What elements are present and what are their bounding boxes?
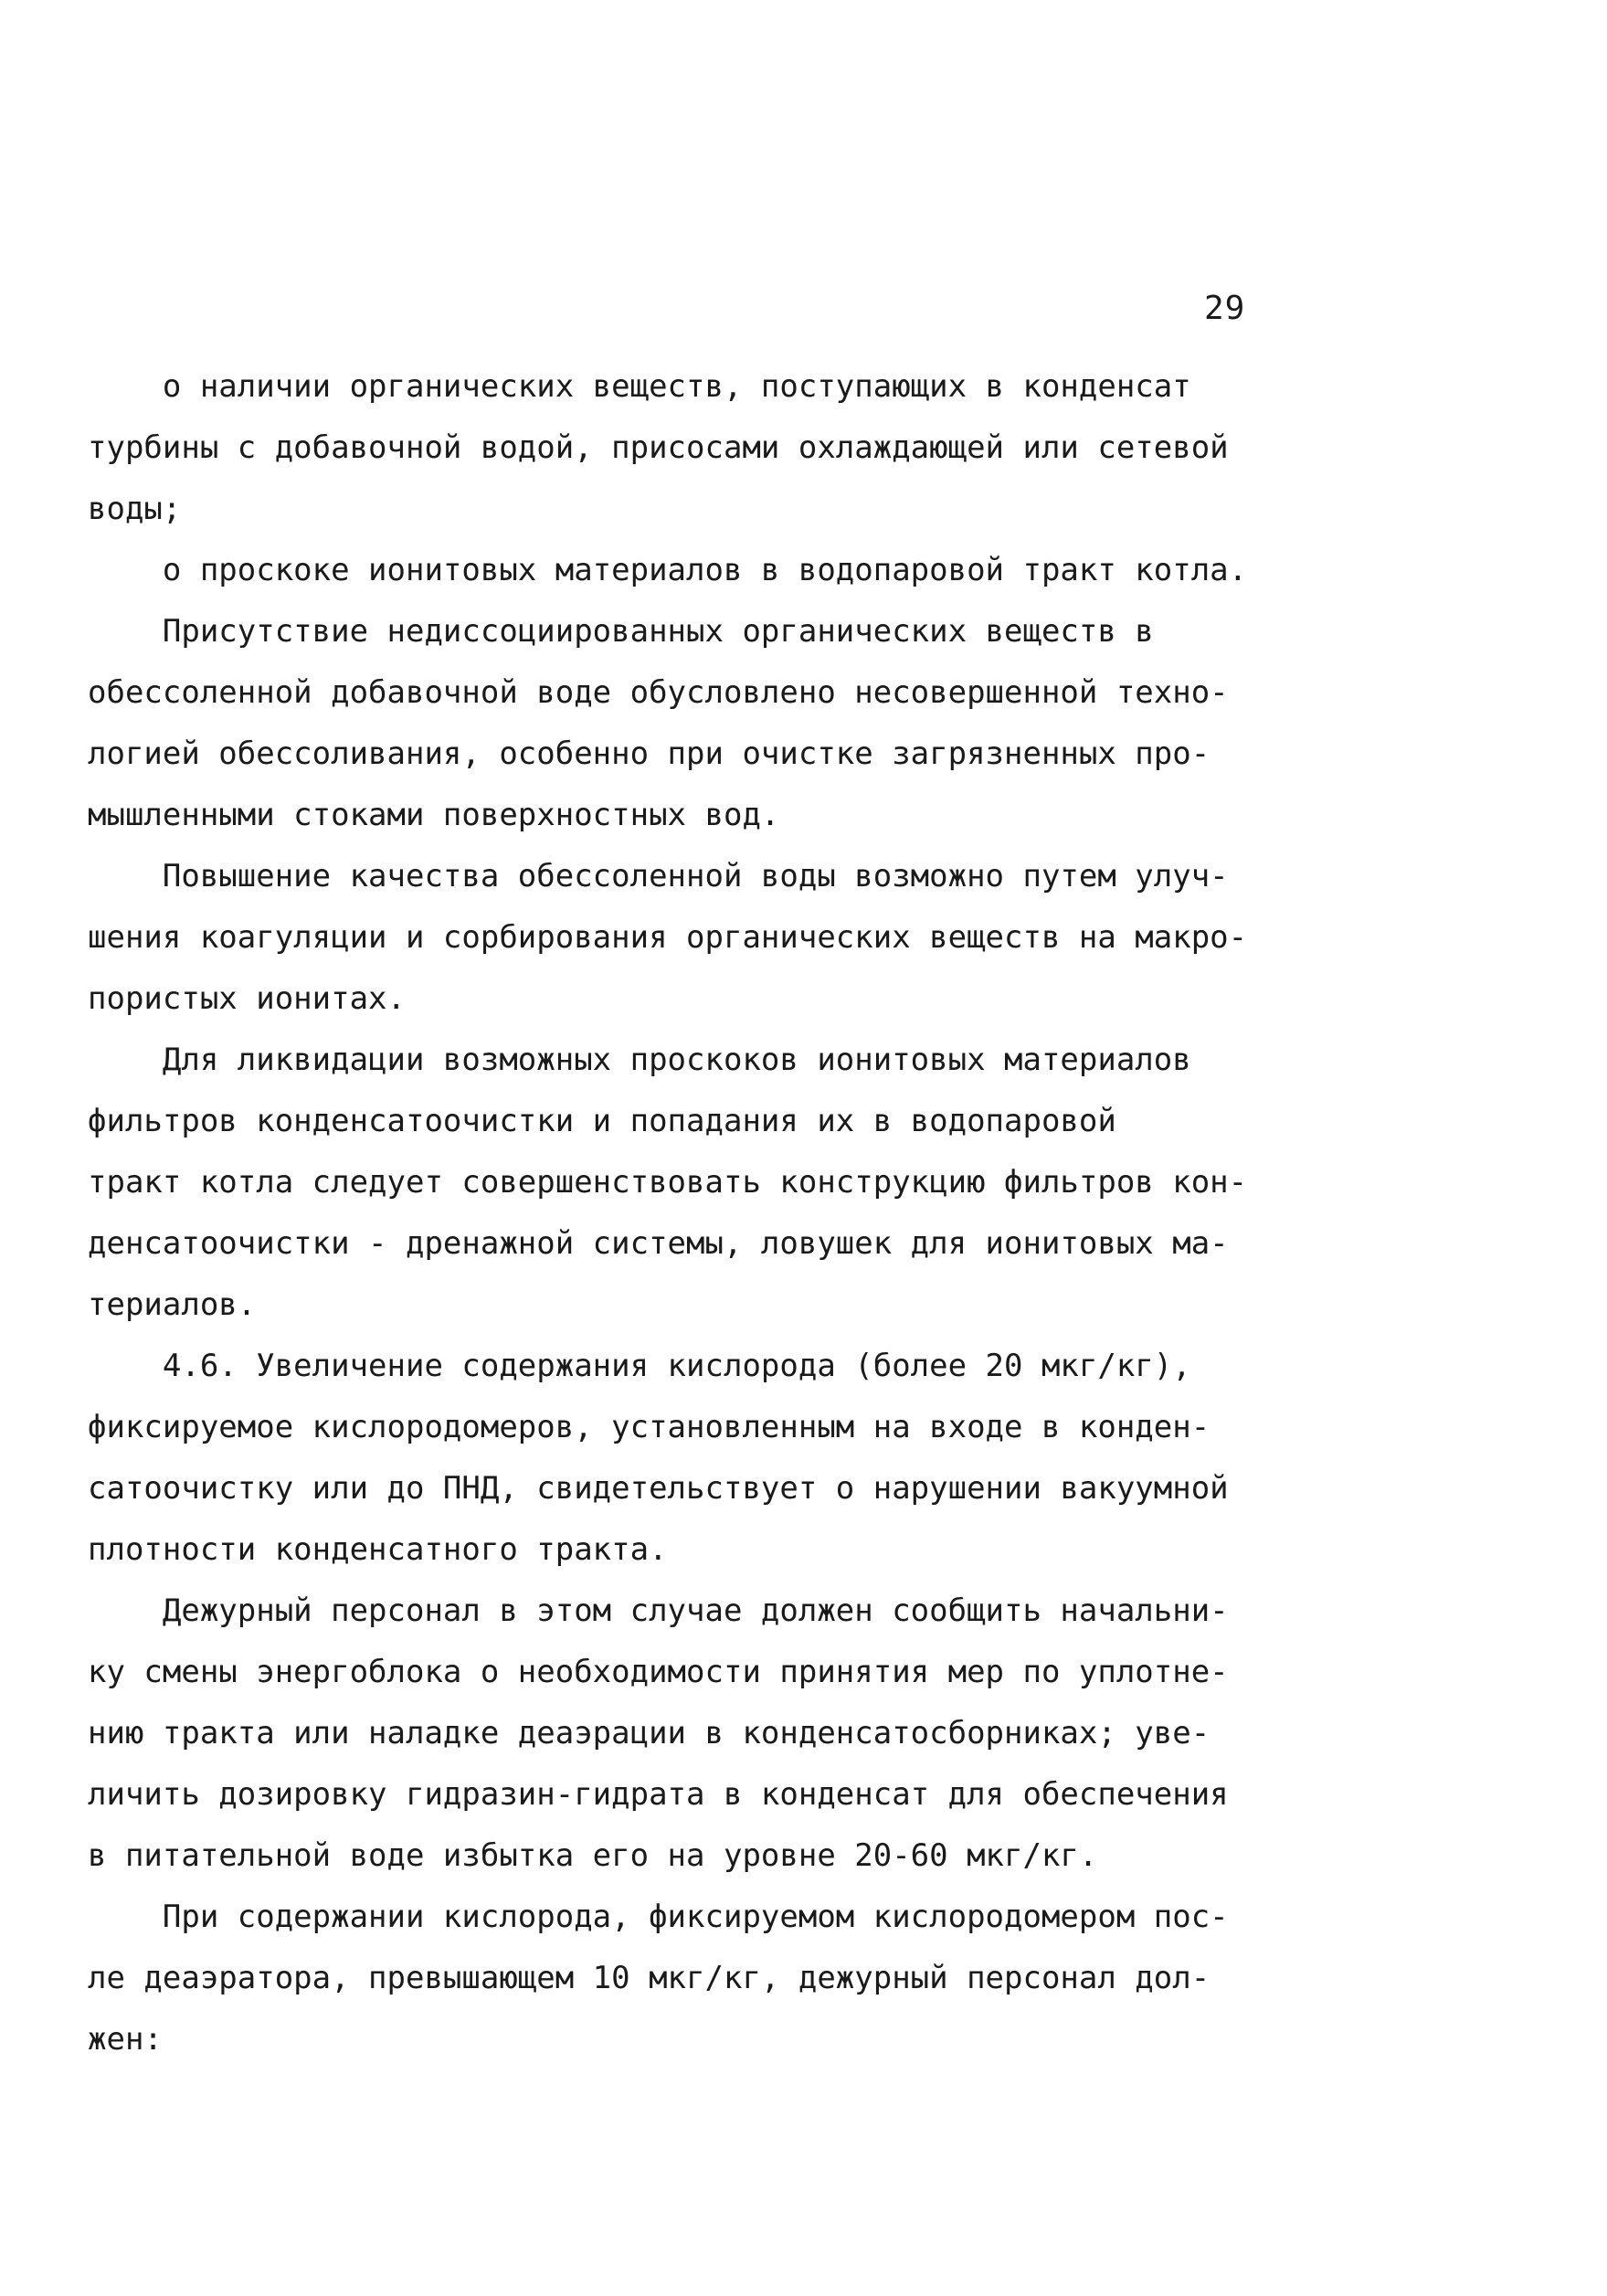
text-line: о проскоке ионитовых материалов в водопаровой тракт котла. <box>88 552 1248 588</box>
text-line: в питательной воде избытка его на уровне 20-60 мкг/кг. <box>88 1837 1098 1874</box>
text-line: тракт котла следует совершенствовать конструкцию фильтров кон- <box>88 1164 1248 1201</box>
text-line: ле деаэратора, превышающем 10 мкг/кг, дежурный персонал дол- <box>88 1960 1211 1996</box>
text-line: обессоленной добавочной воде обусловлено несовершенной техно- <box>88 674 1229 711</box>
text-line: о наличии органических веществ, поступающих в конденсат <box>88 368 1191 405</box>
text-line: фиксируемое кислородомеров, установленным на входе в конден- <box>88 1409 1211 1445</box>
text-line: Для ликвидации возможных проскоков ионитовых материалов <box>88 1042 1191 1078</box>
text-line: ку смены энергоблока о необходимости принятия мер по уплотне- <box>88 1654 1229 1690</box>
text-line: жен: <box>88 2021 163 2058</box>
text-line: денсатоочистки - дренажной системы, ловушек для ионитовых ма- <box>88 1225 1229 1262</box>
text-line: шения коагуляции и сорбирования органических веществ на макро- <box>88 919 1248 956</box>
text-line: логией обессоливания, особенно при очистке загрязненных про- <box>88 735 1211 772</box>
text-line: сатоочистку или до ПНД, свидетельствует о нарушении вакуумной <box>88 1470 1229 1507</box>
text-line: 4.6. Увеличение содержания кислорода (более 20 мкг/кг), <box>88 1348 1191 1384</box>
page-number: 29 <box>1204 290 1246 327</box>
body-text <box>88 356 1294 2070</box>
text-line: Повышение качества обессоленной воды возможно путем улуч- <box>88 858 1229 894</box>
text-line: При содержании кислорода, фиксируемом кислородомером пос- <box>88 1899 1229 1935</box>
text-line: Присутствие недиссоциированных органических веществ в <box>88 613 1154 650</box>
text-line: пористых ионитах. <box>88 980 406 1017</box>
text-line: нию тракта или наладке деаэрации в конденсатосборниках; уве- <box>88 1715 1211 1751</box>
text-line: фильтров конденсатоочистки и попадания их в водопаровой <box>88 1103 1116 1139</box>
text-line: териалов. <box>88 1286 257 1323</box>
text-line: личить дозировку гидразин-гидрата в конденсат для обеспечения <box>88 1776 1229 1813</box>
text-line: Дежурный персонал в этом случае должен сообщить начальни- <box>88 1592 1229 1629</box>
text-line: турбины с добавочной водой, присосами охлаждающей или сетевой <box>88 429 1229 466</box>
text-line: воды; <box>88 491 182 527</box>
text-line: мышленными стоками поверхностных вод. <box>88 797 780 833</box>
text-line: плотности конденсатного тракта. <box>88 1531 668 1568</box>
